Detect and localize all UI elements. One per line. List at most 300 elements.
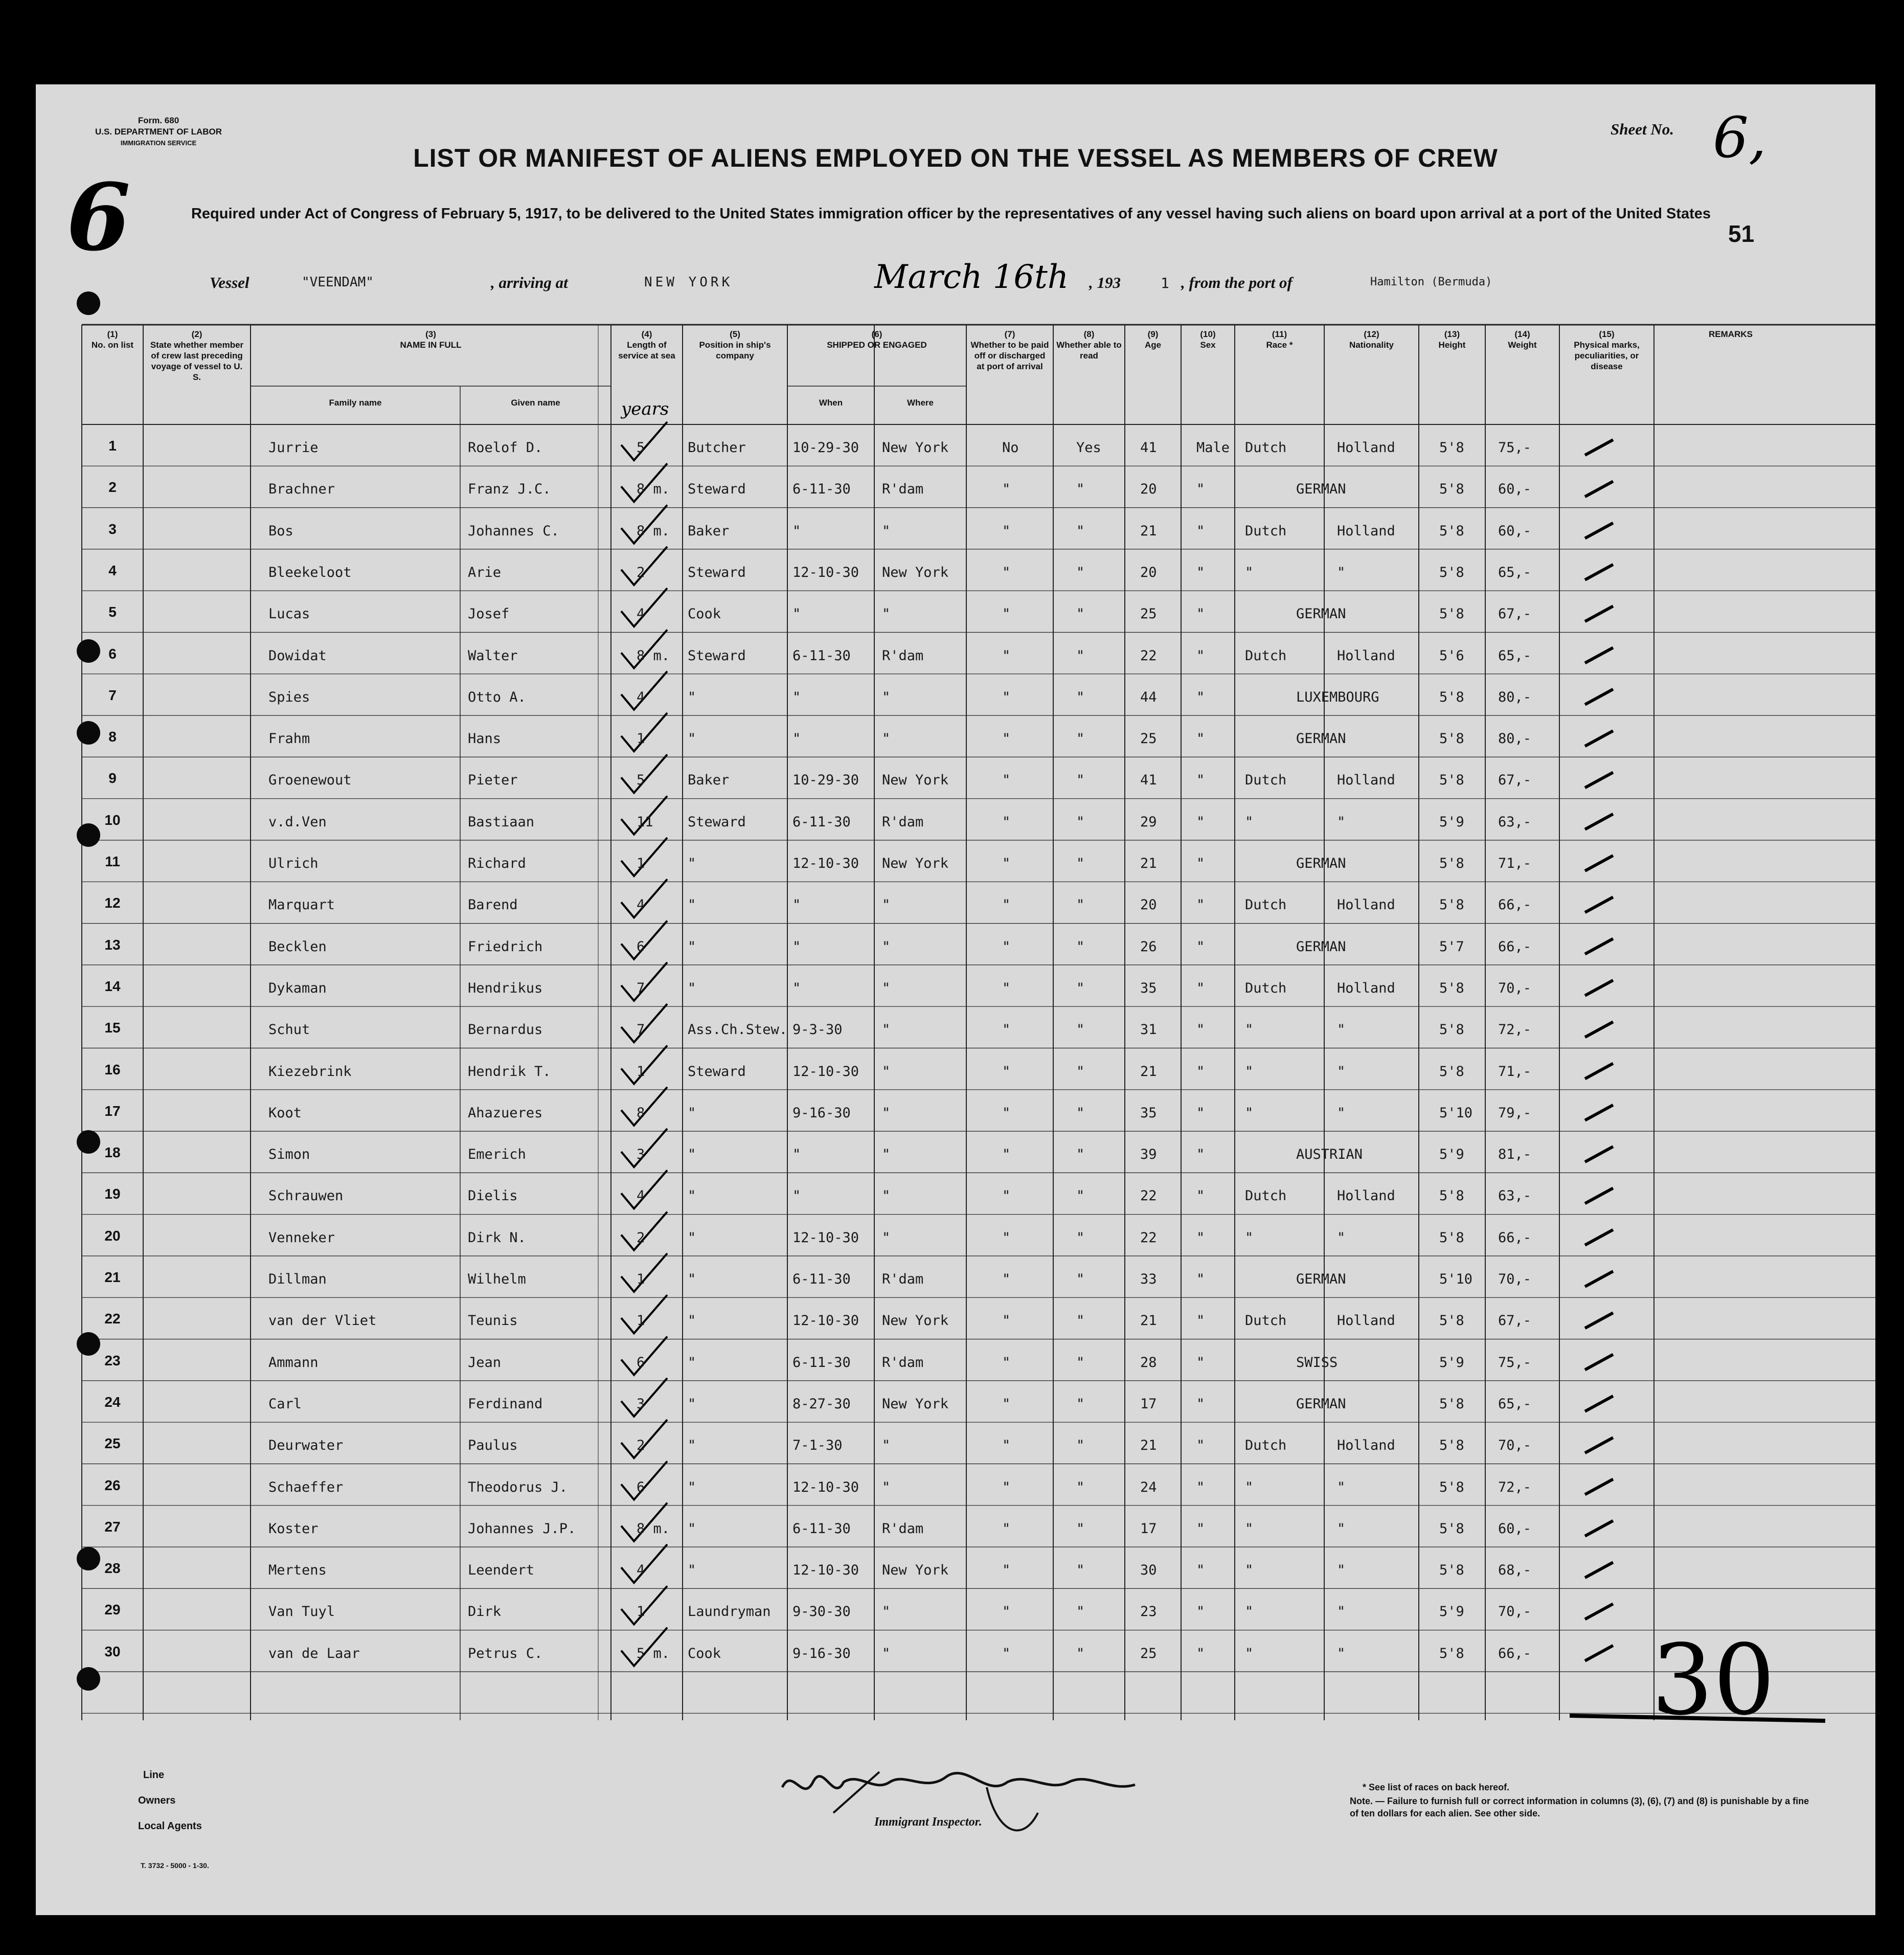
column-title: REMARKS xyxy=(1709,329,1753,339)
sex: " xyxy=(1196,1313,1205,1329)
height: 5'8 xyxy=(1439,1188,1464,1204)
height: 5'8 xyxy=(1439,1479,1464,1495)
column-number: (14) xyxy=(1514,329,1530,339)
shipped-when: 6-11-30 xyxy=(792,647,851,664)
length-of-service: 2 xyxy=(637,564,645,580)
total-count: 30 xyxy=(1651,1624,1775,1737)
given-name: Hans xyxy=(468,731,502,747)
position: Steward xyxy=(688,647,746,664)
row-number: 23 xyxy=(104,1352,121,1368)
shipped-where: R'dam xyxy=(882,1271,924,1287)
shipped-where: New York xyxy=(882,1313,949,1329)
able-to-read: " xyxy=(1076,897,1085,913)
column-number: (7) xyxy=(1004,329,1015,339)
sex: " xyxy=(1196,897,1205,913)
length-of-service: 2 xyxy=(637,1229,645,1246)
shipped-where: R'dam xyxy=(882,481,924,498)
local-agents-label: Local Agents xyxy=(138,1821,202,1832)
weight: 75,- xyxy=(1498,440,1532,456)
shipped-when: 10-29-30 xyxy=(792,772,859,789)
row-number: 24 xyxy=(104,1394,121,1410)
row-number: 2 xyxy=(108,479,117,496)
able-to-read: " xyxy=(1076,1022,1085,1038)
race: Dutch xyxy=(1245,1313,1287,1329)
row-number: 27 xyxy=(104,1518,121,1535)
position: Steward xyxy=(688,564,746,580)
shipped-when: 9-16-30 xyxy=(792,1105,851,1121)
column-title: SHIPPED OR ENGAGED xyxy=(827,340,927,350)
family-name: Dillman xyxy=(268,1271,327,1287)
paid-off: " xyxy=(1002,1645,1011,1661)
able-to-read: " xyxy=(1076,731,1085,747)
column-title: Length of service at sea xyxy=(618,340,675,361)
shipped-when: " xyxy=(792,523,801,539)
page-title: LIST OR MANIFEST OF ALIENS EMPLOYED ON THE VESSEL AS MEMBERS OF CREW xyxy=(413,144,1498,172)
nationality: Holland xyxy=(1337,772,1395,789)
nationality: " xyxy=(1337,1604,1346,1620)
family-name: Becklen xyxy=(268,938,327,955)
nationality: " xyxy=(1337,1479,1346,1495)
sex: " xyxy=(1196,980,1205,996)
column-number: (10) xyxy=(1200,329,1216,339)
family-name: Schut xyxy=(268,1022,310,1038)
given-name: Emerich xyxy=(468,1147,526,1163)
race: GERMAN xyxy=(1296,1271,1346,1287)
race: Dutch xyxy=(1245,897,1287,913)
paid-off: " xyxy=(1002,1396,1011,1412)
age: 20 xyxy=(1140,564,1157,580)
sex: " xyxy=(1196,1562,1205,1579)
column-title: Age xyxy=(1144,340,1162,350)
position: " xyxy=(688,1271,696,1287)
nationality: Holland xyxy=(1337,647,1395,664)
height: 5'8 xyxy=(1439,1313,1464,1329)
age: 17 xyxy=(1140,1396,1157,1412)
column-units-note: years xyxy=(621,399,669,419)
family-name: Schrauwen xyxy=(268,1188,344,1204)
length-of-service: 1 xyxy=(637,1313,645,1329)
sex: " xyxy=(1196,856,1205,871)
shipped-where: " xyxy=(882,523,891,539)
margin-sheet-mark: 6 xyxy=(66,164,131,272)
sex: " xyxy=(1196,1147,1205,1163)
paid-off: " xyxy=(1002,814,1011,830)
given-name: Otto A. xyxy=(468,689,526,705)
able-to-read: " xyxy=(1076,1437,1085,1454)
shipped-when: 12-10-30 xyxy=(792,856,859,871)
weight: 67,- xyxy=(1498,1313,1532,1329)
paid-off: " xyxy=(1002,1063,1011,1080)
nationality: Holland xyxy=(1337,523,1395,539)
given-name: Bernardus xyxy=(468,1022,543,1038)
vessel-name: "VEENDAM" xyxy=(302,275,374,290)
length-of-service: 8 m. xyxy=(637,647,670,664)
family-name: Ulrich xyxy=(268,856,319,871)
race: " xyxy=(1245,1022,1254,1038)
weight: 60,- xyxy=(1498,1520,1532,1537)
shipped-where: " xyxy=(882,1022,891,1038)
weight: 63,- xyxy=(1498,1188,1532,1204)
able-to-read: " xyxy=(1076,1396,1085,1412)
race: AUSTRIAN xyxy=(1296,1147,1363,1163)
age: 22 xyxy=(1140,647,1157,664)
age: 30 xyxy=(1140,1562,1157,1579)
family-name: Venneker xyxy=(268,1229,335,1246)
row-number: 5 xyxy=(108,604,117,620)
column-number: (9) xyxy=(1147,329,1159,339)
sex: " xyxy=(1196,772,1205,789)
height: 5'8 xyxy=(1439,1396,1464,1412)
stamp-number: 51 xyxy=(1728,220,1755,247)
able-to-read: " xyxy=(1076,606,1085,622)
shipped-where: " xyxy=(882,980,891,996)
row-number: 7 xyxy=(108,687,117,703)
shipped-where: R'dam xyxy=(882,1520,924,1537)
height: 5'8 xyxy=(1439,1562,1464,1579)
position: Steward xyxy=(688,481,746,498)
able-to-read: " xyxy=(1076,980,1085,996)
able-to-read: " xyxy=(1076,1520,1085,1537)
given-name: Ahazueres xyxy=(468,1105,543,1121)
race: Dutch xyxy=(1245,1188,1287,1204)
height: 5'8 xyxy=(1439,731,1464,747)
height: 5'8 xyxy=(1439,1229,1464,1246)
given-name: Teunis xyxy=(468,1313,518,1329)
family-name: Bleekeloot xyxy=(268,564,352,580)
family-name: Frahm xyxy=(268,731,310,747)
column-number: (12) xyxy=(1364,329,1379,339)
paid-off: " xyxy=(1002,1147,1011,1163)
position: " xyxy=(688,1354,696,1370)
weight: 67,- xyxy=(1498,772,1532,789)
row-number: 1 xyxy=(108,438,117,454)
from-label: , from the port of xyxy=(1181,274,1293,291)
family-name: van de Laar xyxy=(268,1645,360,1661)
shipped-where: " xyxy=(882,1147,891,1163)
departure-port: Hamilton (Bermuda) xyxy=(1370,276,1492,288)
family-name: v.d.Ven xyxy=(268,814,327,830)
sheet-label: Sheet No. xyxy=(1611,120,1674,138)
length-of-service: 4 xyxy=(637,689,645,705)
position: " xyxy=(688,1520,696,1537)
arrival-date: March 16th xyxy=(874,258,1069,296)
column-number: (4) xyxy=(641,329,652,339)
sex: " xyxy=(1196,689,1205,705)
height: 5'8 xyxy=(1439,440,1464,456)
inspector-signature xyxy=(36,84,1875,1915)
age: 44 xyxy=(1140,689,1157,705)
length-of-service: 2 xyxy=(637,1437,645,1454)
shipped-when: 12-10-30 xyxy=(792,1063,859,1080)
race: " xyxy=(1245,1645,1254,1661)
position: " xyxy=(688,1229,696,1246)
sex: " xyxy=(1196,1271,1205,1287)
age: 21 xyxy=(1140,1313,1157,1329)
paid-off: " xyxy=(1002,1229,1011,1246)
column-title: Position in ship's company xyxy=(699,340,771,361)
inspector-label: Immigrant Inspector. xyxy=(874,1815,982,1829)
length-of-service: 1 xyxy=(637,856,645,871)
column-number: (8) xyxy=(1083,329,1095,339)
able-to-read: " xyxy=(1076,1479,1085,1495)
manifest-sheet xyxy=(36,84,1875,1915)
given-name: Theodorus J. xyxy=(468,1479,568,1495)
paid-off: " xyxy=(1002,647,1011,664)
column-subheader: Where xyxy=(907,398,934,408)
able-to-read: " xyxy=(1076,938,1085,955)
length-of-service: 4 xyxy=(637,897,645,913)
age: 21 xyxy=(1140,1063,1157,1080)
able-to-read: Yes xyxy=(1076,440,1101,456)
position: Steward xyxy=(688,814,746,830)
family-name: Bos xyxy=(268,523,293,539)
sex: " xyxy=(1196,1354,1205,1370)
position: " xyxy=(688,856,696,871)
row-number: 8 xyxy=(108,729,117,745)
height: 5'8 xyxy=(1439,564,1464,580)
shipped-when: " xyxy=(792,1188,801,1204)
able-to-read: " xyxy=(1076,523,1085,539)
able-to-read: " xyxy=(1076,481,1085,498)
able-to-read: " xyxy=(1076,1604,1085,1620)
height: 5'8 xyxy=(1439,606,1464,622)
given-name: Hendrikus xyxy=(468,980,543,996)
race: LUXEMBOURG xyxy=(1296,689,1379,705)
race: Dutch xyxy=(1245,647,1287,664)
given-name: Friedrich xyxy=(468,938,543,955)
nationality: " xyxy=(1337,1520,1346,1537)
family-name: Brachner xyxy=(268,481,335,498)
position: " xyxy=(688,1562,696,1579)
height: 5'8 xyxy=(1439,1022,1464,1038)
sex: " xyxy=(1196,1479,1205,1495)
able-to-read: " xyxy=(1076,689,1085,705)
given-name: Bastiaan xyxy=(468,814,535,830)
sex: Male xyxy=(1196,440,1230,456)
sex: " xyxy=(1196,481,1205,498)
height: 5'9 xyxy=(1439,814,1464,830)
paid-off: No xyxy=(1002,440,1019,456)
position: Ass.Ch.Stew. xyxy=(688,1022,788,1038)
sex: " xyxy=(1196,1437,1205,1454)
length-of-service: 8 m. xyxy=(637,523,670,539)
position: " xyxy=(688,1188,696,1204)
sex: " xyxy=(1196,564,1205,580)
shipped-where: New York xyxy=(882,856,949,871)
age: 39 xyxy=(1140,1147,1157,1163)
position: " xyxy=(688,980,696,996)
shipped-when: 9-30-30 xyxy=(792,1604,851,1620)
sex: " xyxy=(1196,523,1205,539)
nationality: " xyxy=(1337,1105,1346,1121)
length-of-service: 1 xyxy=(637,1063,645,1080)
able-to-read: " xyxy=(1076,1562,1085,1579)
paid-off: " xyxy=(1002,1562,1011,1579)
sex: " xyxy=(1196,1188,1205,1204)
shipped-when: " xyxy=(792,1147,801,1163)
row-number: 29 xyxy=(104,1602,121,1618)
length-of-service: 8 m. xyxy=(637,1520,670,1537)
weight: 63,- xyxy=(1498,814,1532,830)
given-name: Roelof D. xyxy=(468,440,543,456)
shipped-where: " xyxy=(882,1479,891,1495)
position: " xyxy=(688,689,696,705)
nationality: " xyxy=(1337,1022,1346,1038)
paid-off: " xyxy=(1002,1354,1011,1370)
row-number: 18 xyxy=(104,1144,121,1161)
column-title: Whether to be paid off or discharged at port of arrival xyxy=(970,340,1049,371)
column-subheader: Family name xyxy=(329,398,382,408)
shipped-where: " xyxy=(882,731,891,747)
paid-off: " xyxy=(1002,1188,1011,1204)
given-name: Dirk xyxy=(468,1604,502,1620)
shipped-when: " xyxy=(792,731,801,747)
able-to-read: " xyxy=(1076,564,1085,580)
weight: 70,- xyxy=(1498,980,1532,996)
weight: 79,- xyxy=(1498,1105,1532,1121)
length-of-service: 4 xyxy=(637,1562,645,1579)
age: 35 xyxy=(1140,980,1157,996)
family-name: Koot xyxy=(268,1105,302,1121)
race: Dutch xyxy=(1245,523,1287,539)
age: 35 xyxy=(1140,1105,1157,1121)
column-number: (11) xyxy=(1272,329,1287,339)
shipped-when: " xyxy=(792,606,801,622)
able-to-read: " xyxy=(1076,1188,1085,1204)
family-name: Lucas xyxy=(268,606,310,622)
given-name: Johannes C. xyxy=(468,523,559,539)
age: 41 xyxy=(1140,440,1157,456)
given-name: Wilhelm xyxy=(468,1271,526,1287)
length-of-service: 6 xyxy=(637,1354,645,1370)
given-name: Ferdinand xyxy=(468,1396,543,1412)
age: 31 xyxy=(1140,1022,1157,1038)
shipped-when: 12-10-30 xyxy=(792,1562,859,1579)
sex: " xyxy=(1196,1645,1205,1661)
height: 5'7 xyxy=(1439,938,1464,955)
able-to-read: " xyxy=(1076,1147,1085,1163)
column-title: No. on list xyxy=(91,340,134,350)
weight: 66,- xyxy=(1498,1229,1532,1246)
shipped-when: " xyxy=(792,980,801,996)
race: " xyxy=(1245,1063,1254,1080)
column-number: (6) xyxy=(871,329,882,339)
weight: 72,- xyxy=(1498,1022,1532,1038)
paid-off: " xyxy=(1002,606,1011,622)
height: 5'9 xyxy=(1439,1604,1464,1620)
sex: " xyxy=(1196,1396,1205,1412)
height: 5'8 xyxy=(1439,1437,1464,1454)
row-number: 30 xyxy=(104,1643,121,1659)
shipped-when: 8-27-30 xyxy=(792,1396,851,1412)
age: 33 xyxy=(1140,1271,1157,1287)
race: " xyxy=(1245,1479,1254,1495)
race: " xyxy=(1245,1229,1254,1246)
position: " xyxy=(688,1396,696,1412)
row-number: 16 xyxy=(104,1061,121,1077)
race: GERMAN xyxy=(1296,606,1346,622)
given-name: Walter xyxy=(468,647,518,664)
year-digit: 1 xyxy=(1161,275,1169,291)
race: SWISS xyxy=(1296,1354,1338,1370)
sex: " xyxy=(1196,606,1205,622)
row-number: 4 xyxy=(108,562,117,578)
owners-label: Owners xyxy=(138,1795,176,1806)
weight: 60,- xyxy=(1498,481,1532,498)
weight: 66,- xyxy=(1498,938,1532,955)
weight: 70,- xyxy=(1498,1437,1532,1454)
department-name: U.S. DEPARTMENT OF LABOR xyxy=(95,127,222,137)
row-number: 10 xyxy=(104,812,121,828)
given-name: Arie xyxy=(468,564,502,580)
length-of-service: 1 xyxy=(637,1604,645,1620)
paid-off: " xyxy=(1002,1604,1011,1620)
footnote-races: * See list of races on back hereof. xyxy=(1363,1782,1510,1792)
race: " xyxy=(1245,814,1254,830)
length-of-service: 1 xyxy=(637,1271,645,1287)
able-to-read: " xyxy=(1076,772,1085,789)
given-name: Barend xyxy=(468,897,518,913)
paid-off: " xyxy=(1002,1105,1011,1121)
paid-off: " xyxy=(1002,772,1011,789)
family-name: Marquart xyxy=(268,897,335,913)
able-to-read: " xyxy=(1076,1063,1085,1080)
height: 5'8 xyxy=(1439,1645,1464,1661)
column-number: (13) xyxy=(1444,329,1460,339)
position: " xyxy=(688,1147,696,1163)
race: " xyxy=(1245,1604,1254,1620)
given-name: Leendert xyxy=(468,1562,535,1579)
column-number: (1) xyxy=(107,329,118,339)
given-name: Richard xyxy=(468,856,526,871)
height: 5'10 xyxy=(1439,1271,1473,1287)
given-name: Paulus xyxy=(468,1437,518,1454)
column-number: (5) xyxy=(730,329,740,339)
weight: 67,- xyxy=(1498,606,1532,622)
position: " xyxy=(688,938,696,955)
able-to-read: " xyxy=(1076,856,1085,871)
race: " xyxy=(1245,1520,1254,1537)
paid-off: " xyxy=(1002,523,1011,539)
family-name: Mertens xyxy=(268,1562,327,1579)
age: 25 xyxy=(1140,606,1157,622)
weight: 65,- xyxy=(1498,647,1532,664)
column-title: State whether member of crew last preceding voyage of vessel to U. S. xyxy=(150,340,244,382)
shipped-where: New York xyxy=(882,1396,949,1412)
family-name: van der Vliet xyxy=(268,1313,377,1329)
weight: 65,- xyxy=(1498,564,1532,580)
paid-off: " xyxy=(1002,564,1011,580)
shipped-when: 9-16-30 xyxy=(792,1645,851,1661)
position: Cook xyxy=(688,1645,721,1661)
shipped-where: " xyxy=(882,938,891,955)
family-name: Dykaman xyxy=(268,980,327,996)
form-number: Form. 680 xyxy=(138,116,179,125)
race: Dutch xyxy=(1245,1437,1287,1454)
shipped-where: " xyxy=(882,897,891,913)
age: 28 xyxy=(1140,1354,1157,1370)
shipped-where: New York xyxy=(882,564,949,580)
shipped-where: " xyxy=(882,1188,891,1204)
nationality: Holland xyxy=(1337,897,1395,913)
position: Cook xyxy=(688,606,721,622)
row-number: 21 xyxy=(104,1269,121,1285)
family-name: Jurrie xyxy=(268,440,319,456)
weight: 81,- xyxy=(1498,1147,1532,1163)
length-of-service: 3 xyxy=(637,1147,645,1163)
height: 5'8 xyxy=(1439,980,1464,996)
shipped-when: " xyxy=(792,938,801,955)
